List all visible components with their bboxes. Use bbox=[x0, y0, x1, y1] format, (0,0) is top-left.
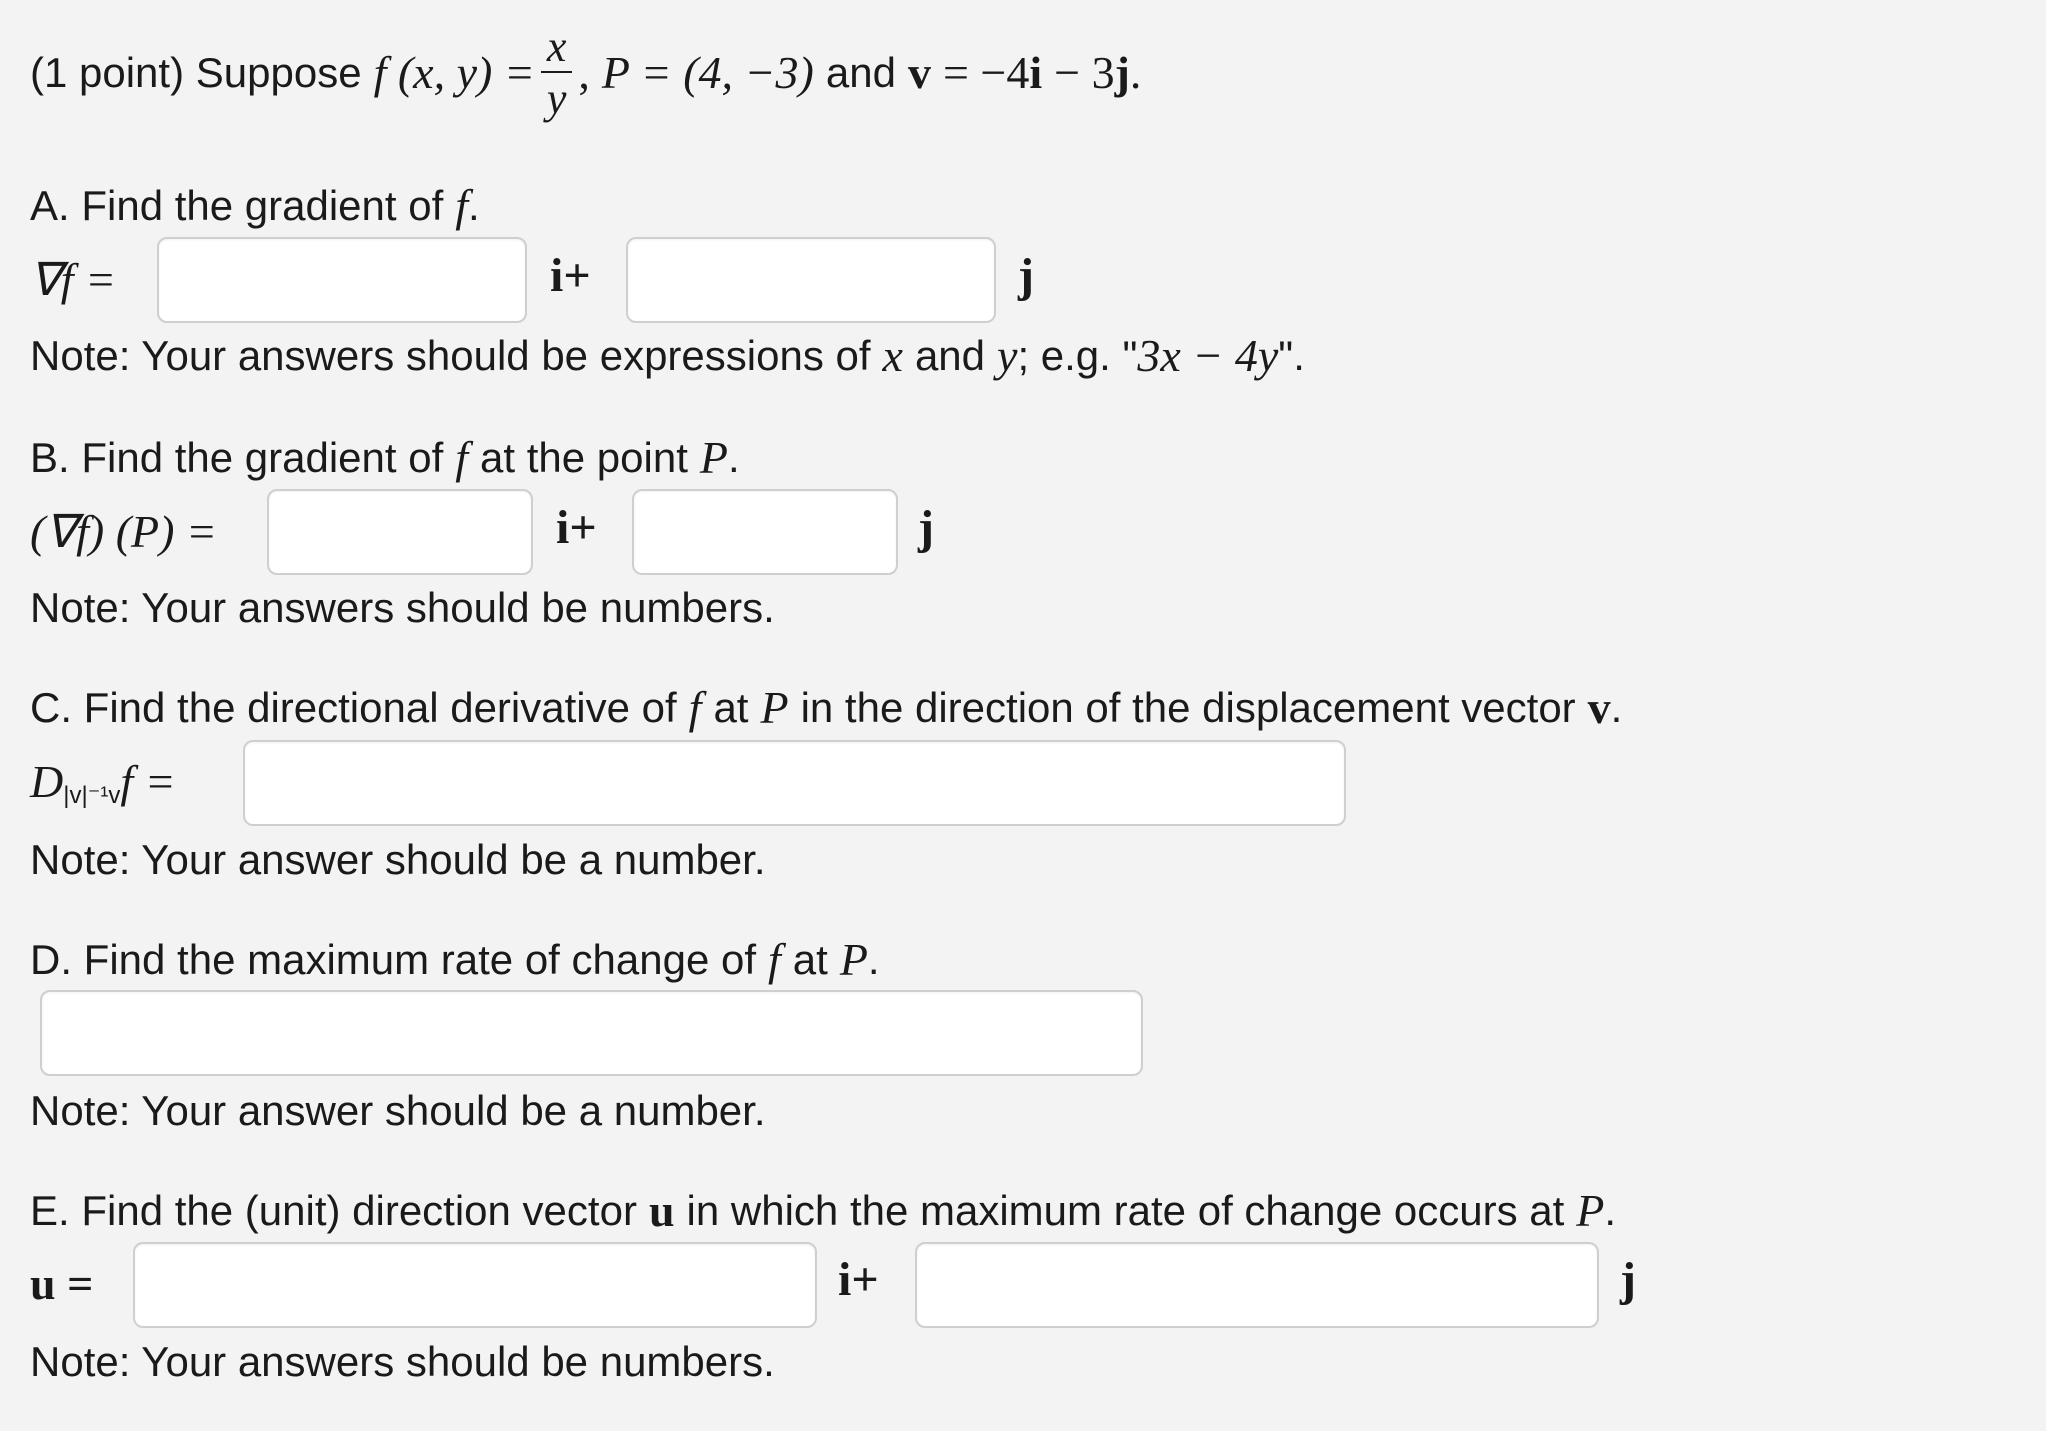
part-c-text: C. Find the directional derivative of bbox=[30, 683, 677, 731]
part-a-text: A. Find the gradient of bbox=[30, 181, 444, 229]
part-e-text: E. Find the (unit) direction vector bbox=[30, 1186, 637, 1234]
part-b-prompt bbox=[30, 432, 740, 484]
max-rate-input[interactable] bbox=[40, 990, 1143, 1076]
part-a-i-unit: i+ bbox=[550, 249, 591, 302]
vector-v-def: = −4 bbox=[942, 46, 1030, 98]
part-a-end: . bbox=[468, 181, 480, 229]
part-e-lhs bbox=[30, 1254, 93, 1314]
gradient-at-p-label: (∇f) (P) = bbox=[30, 505, 217, 557]
directional-subscript: |v|⁻¹v bbox=[63, 781, 121, 809]
unit-i: i bbox=[1029, 46, 1043, 98]
part-b-j-unit: j bbox=[918, 501, 934, 554]
part-d-note bbox=[30, 1085, 766, 1137]
part-c-p: P bbox=[760, 681, 789, 733]
part-a-j-unit: j bbox=[1018, 249, 1034, 302]
part-a-note-and: and bbox=[914, 331, 986, 379]
part-a-note bbox=[30, 330, 1305, 382]
part-c-f: f bbox=[688, 681, 702, 733]
unit-vector-label: u = bbox=[30, 1257, 94, 1309]
part-d-note-text: Note: Your answer should be a number. bbox=[30, 1086, 766, 1134]
unit-j: j bbox=[1114, 46, 1130, 98]
part-d-text: D. Find the maximum rate of change of bbox=[30, 935, 756, 983]
part-b-p: P bbox=[699, 431, 728, 483]
part-a-note-x: x bbox=[882, 329, 903, 381]
part-a-note-eg: ; e.g. " bbox=[1017, 331, 1138, 379]
part-e-p: P bbox=[1576, 1184, 1605, 1236]
fraction-x-over-y bbox=[541, 22, 573, 123]
gradient-label: ∇f = bbox=[30, 253, 117, 305]
part-a-note-text: Note: Your answers should be expressions of bbox=[30, 331, 871, 379]
unit-vector-j-input[interactable] bbox=[915, 1242, 1599, 1328]
part-e-note-text: Note: Your answers should be numbers. bbox=[30, 1337, 775, 1385]
part-c-prompt bbox=[30, 682, 1622, 734]
part-e-end: . bbox=[1604, 1186, 1617, 1234]
part-b-note bbox=[30, 582, 775, 634]
vector-v-symbol: v bbox=[907, 46, 931, 98]
directional-d: D bbox=[30, 755, 64, 807]
part-d-f: f bbox=[768, 933, 781, 985]
and-word: and bbox=[825, 48, 896, 96]
point-p-def: P = (4, −3) bbox=[601, 46, 814, 98]
fraction-denominator: y bbox=[541, 71, 573, 121]
gradient-i-input[interactable] bbox=[157, 237, 527, 323]
gradient-j-input[interactable] bbox=[626, 237, 996, 323]
part-c-note bbox=[30, 834, 766, 886]
vector-v-minus3: − 3 bbox=[1054, 46, 1115, 98]
period: . bbox=[1129, 46, 1142, 98]
part-e-u: u bbox=[648, 1184, 675, 1236]
comma: , bbox=[578, 46, 590, 98]
part-e-i-unit: i+ bbox=[838, 1253, 879, 1306]
part-d-end: . bbox=[867, 935, 880, 983]
problem-statement bbox=[30, 18, 1141, 128]
part-c-note-text: Note: Your answer should be a number. bbox=[30, 835, 766, 883]
part-e-note bbox=[30, 1336, 775, 1388]
part-b-mid: at the point bbox=[480, 433, 688, 481]
part-d-prompt bbox=[30, 934, 880, 986]
part-b-i-unit: i+ bbox=[556, 501, 597, 554]
points-label: (1 point) Suppose bbox=[30, 48, 362, 96]
gradient-at-p-i-input[interactable] bbox=[267, 489, 533, 575]
part-e-rest: in which the maximum rate of change occurs at bbox=[686, 1186, 1565, 1234]
part-c-at: at bbox=[713, 683, 749, 731]
part-a-note-close: ". bbox=[1278, 331, 1305, 379]
part-b-lhs bbox=[30, 502, 217, 562]
unit-vector-i-input[interactable] bbox=[133, 1242, 817, 1328]
part-e-prompt bbox=[30, 1185, 1616, 1237]
part-b-f: f bbox=[455, 431, 469, 483]
gradient-at-p-j-input[interactable] bbox=[632, 489, 898, 575]
part-b-end: . bbox=[727, 433, 740, 481]
part-b-text: B. Find the gradient of bbox=[30, 433, 444, 481]
part-a-prompt bbox=[30, 180, 480, 232]
part-c-end: . bbox=[1610, 683, 1623, 731]
part-a-f: f bbox=[455, 179, 469, 231]
function-def: f (x, y) = bbox=[373, 46, 535, 98]
part-a-note-expr: 3x − 4y bbox=[1137, 329, 1279, 381]
part-d-at: at bbox=[792, 935, 828, 983]
fraction-numerator: x bbox=[546, 22, 567, 71]
part-c-rest: in the direction of the displacement vector bbox=[800, 683, 1576, 731]
part-b-note-text: Note: Your answers should be numbers. bbox=[30, 583, 775, 631]
part-a-lhs bbox=[30, 250, 116, 310]
part-c-v: v bbox=[1587, 681, 1611, 733]
part-d-p: P bbox=[839, 933, 868, 985]
directional-rest: f = bbox=[120, 755, 176, 807]
part-c-lhs bbox=[30, 752, 176, 812]
part-a-note-y: y bbox=[997, 329, 1018, 381]
part-e-j-unit: j bbox=[1620, 1253, 1636, 1306]
directional-derivative-input[interactable] bbox=[243, 740, 1346, 826]
